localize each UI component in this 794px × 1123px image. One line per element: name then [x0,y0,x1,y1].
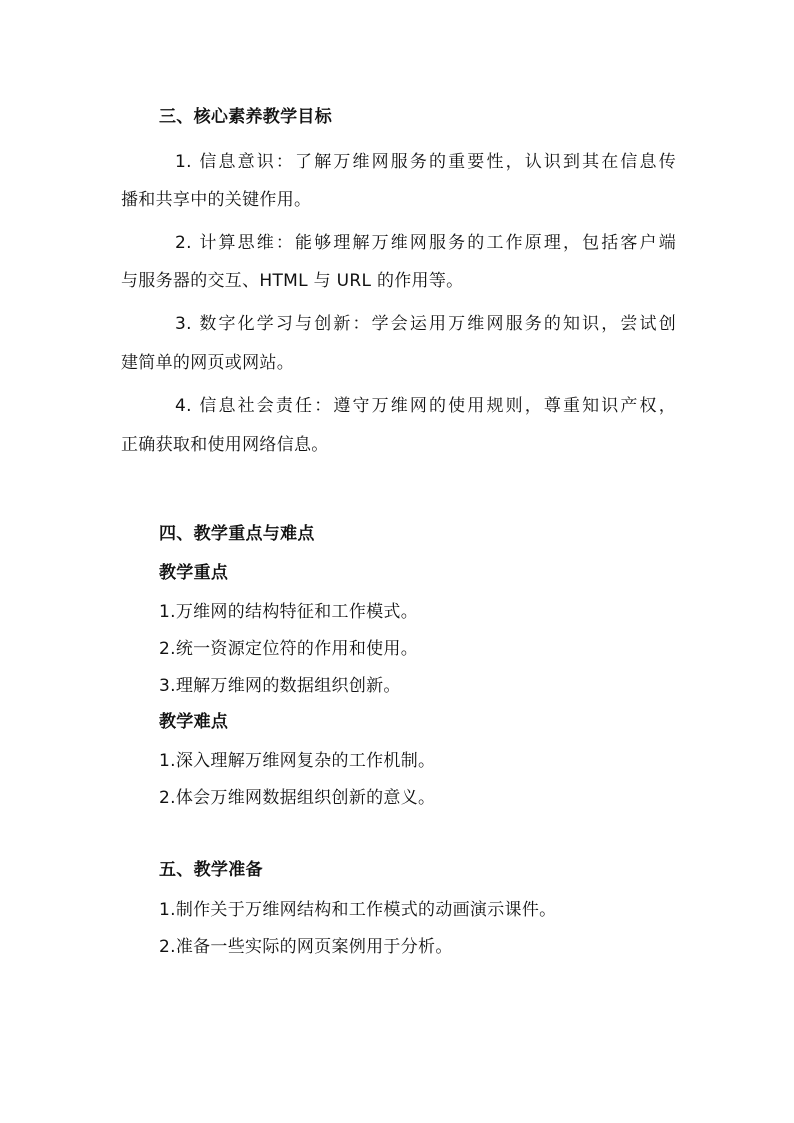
difficulty-1: 1.深入理解万维网复杂的工作机制。 [159,751,436,771]
objective-1-line-2: 播和共享中的关键作用。 [121,190,312,210]
objective-4-line-1: 4. 信息社会责任：遵守万维网的使用规则，尊重知识产权， [175,396,676,416]
objective-3-line-1: 3. 数字化学习与创新：学会运用万维网服务的知识，尝试创 [175,314,676,334]
section-3-heading: 三、核心素养教学目标 [159,107,332,127]
key-point-2: 2.统一资源定位符的作用和使用。 [159,639,419,659]
key-points-heading: 教学重点 [159,563,229,583]
section-5-heading: 五、教学准备 [159,860,263,880]
key-point-1: 1.万维网的结构特征和工作模式。 [159,602,419,622]
difficulty-2: 2.体会万维网数据组织创新的意义。 [159,788,436,808]
objective-1-line-1: 1. 信息意识：了解万维网服务的重要性，认识到其在信息传 [175,152,676,172]
preparation-2: 2.准备一些实际的网页案例用于分析。 [159,937,453,957]
preparation-1: 1.制作关于万维网结构和工作模式的动画演示课件。 [159,900,557,920]
objective-3-line-2: 建简单的网页或网站。 [121,353,294,373]
objective-2-line-2: 与服务器的交互、HTML 与 URL 的作用等。 [121,271,464,291]
objective-4-line-2: 正确获取和使用网络信息。 [121,435,329,455]
objective-2-line-1: 2. 计算思维：能够理解万维网服务的工作原理，包括客户端 [175,233,676,253]
difficulties-heading: 教学难点 [159,712,229,732]
section-4-heading: 四、教学重点与难点 [159,524,315,544]
key-point-3: 3.理解万维网的数据组织创新。 [159,676,401,696]
